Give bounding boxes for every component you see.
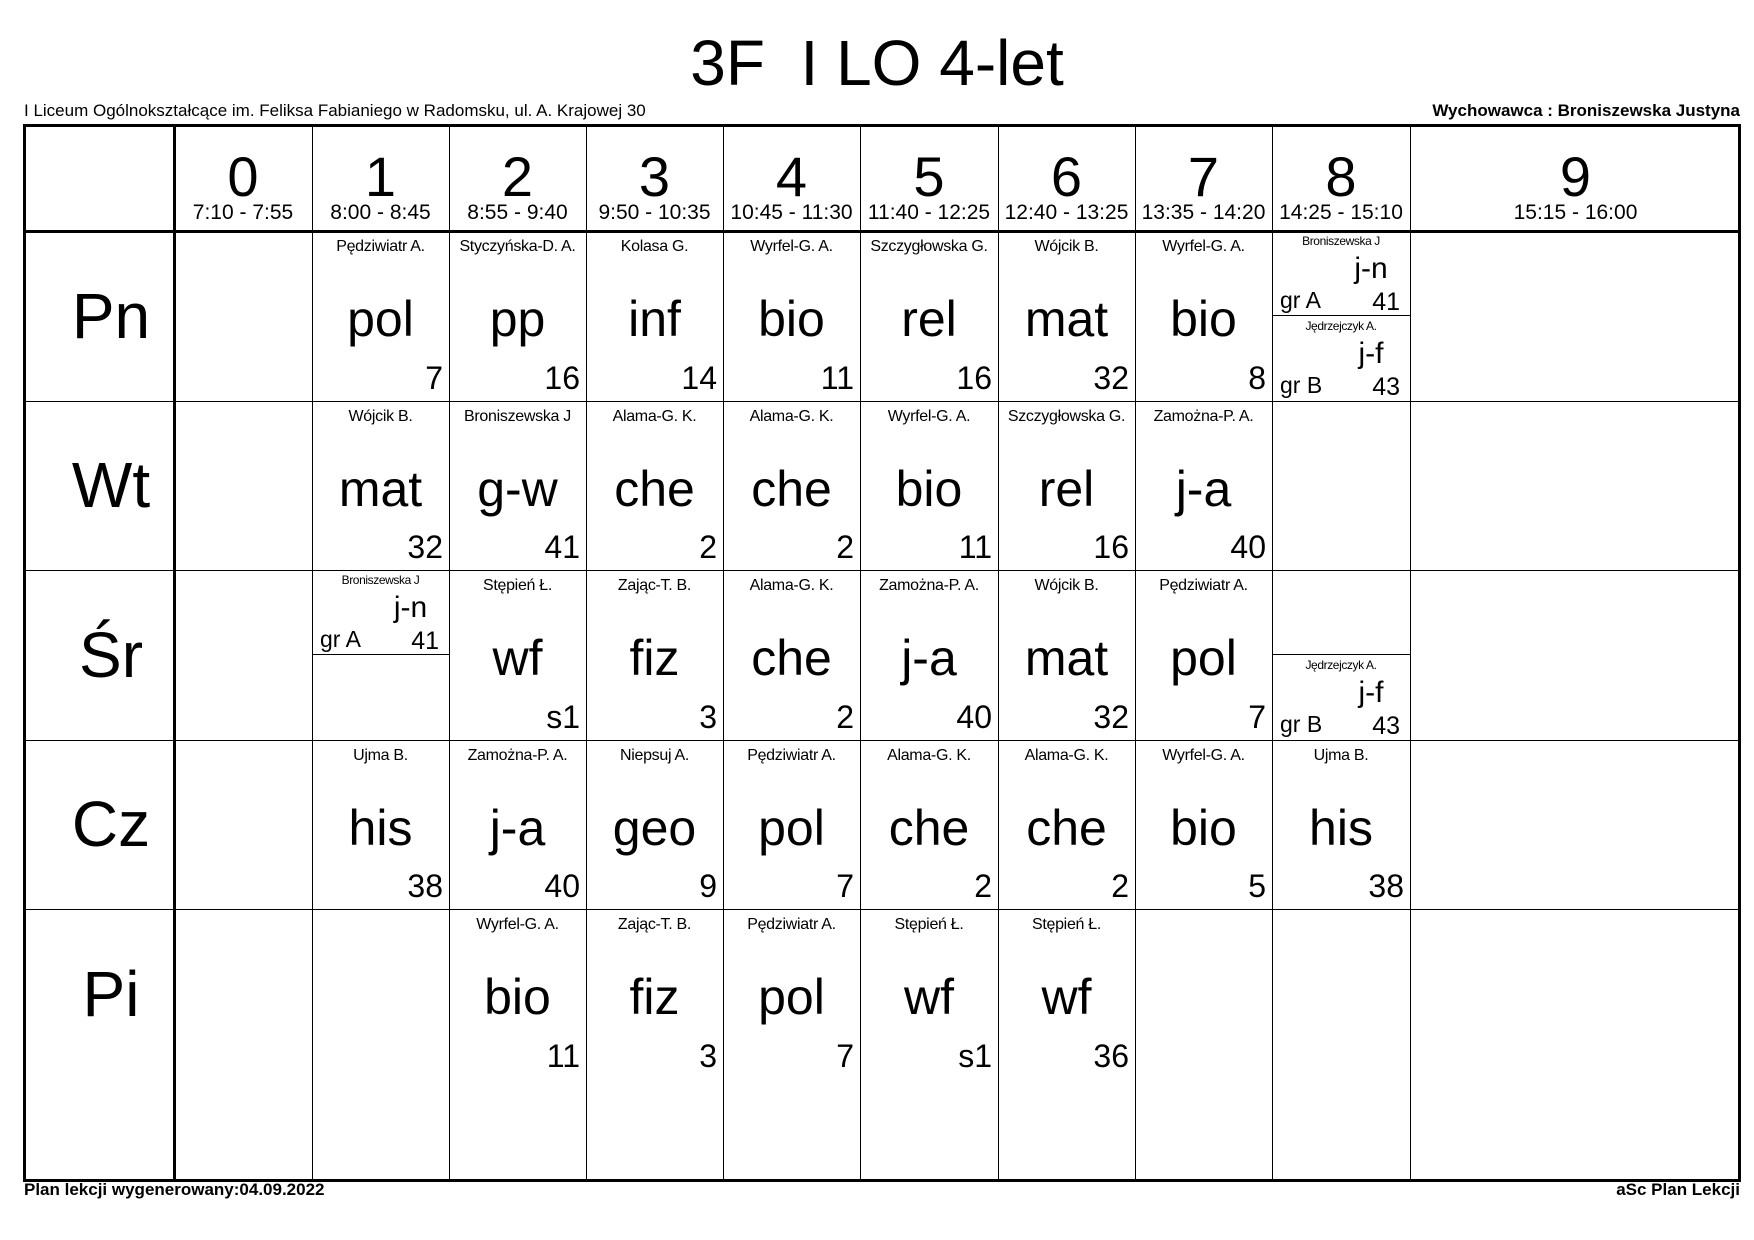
lesson-room: 14 — [681, 360, 717, 396]
group-lesson[interactable] — [1272, 655, 1410, 749]
lesson-teacher: Ujma B. — [1313, 747, 1369, 764]
day-label: Pn — [71, 280, 151, 352]
lesson-room: 11 — [546, 1038, 580, 1074]
lesson-teacher: Alama-G. K. — [887, 747, 971, 764]
lesson-subject: bio — [484, 969, 551, 1025]
lesson-room: 40 — [956, 699, 992, 735]
lesson-cell[interactable] — [449, 570, 586, 740]
lesson-subject: wf — [1041, 969, 1092, 1025]
lesson-subject: bio — [1170, 800, 1237, 856]
period-header — [312, 127, 449, 231]
lesson-room: 38 — [1368, 868, 1404, 904]
day-label: Pi — [82, 958, 140, 1030]
lesson-cell[interactable] — [723, 570, 860, 740]
period-time: 11:40 - 12:25 — [867, 201, 991, 224]
lesson-subject: che — [614, 461, 695, 517]
class-teacher: Wychowawca : Broniszewska Justyna — [1432, 101, 1740, 120]
lesson-cell[interactable] — [586, 909, 723, 1079]
lesson-room: 40 — [544, 868, 580, 904]
period-time: 13:35 - 14:20 — [1141, 201, 1266, 224]
lesson-teacher: Wyrfel-G. A. — [1162, 238, 1245, 255]
period-number: 4 — [775, 145, 808, 208]
period-header — [174, 127, 312, 231]
lesson-subject: j-a — [1175, 461, 1232, 517]
lesson-subject: fiz — [629, 630, 680, 686]
lesson-room: 11 — [820, 360, 854, 396]
lesson-cell[interactable] — [586, 401, 723, 570]
period-number: 1 — [364, 145, 397, 208]
lesson-cell[interactable] — [586, 231, 723, 401]
lesson-room: 8 — [1248, 360, 1266, 396]
lesson-room: 2 — [1111, 868, 1129, 904]
lesson-teacher: Kolasa G. — [620, 238, 689, 255]
lesson-subject: bio — [1170, 291, 1237, 347]
lesson-teacher: Ujma B. — [353, 747, 408, 764]
lesson-cell[interactable] — [1135, 740, 1272, 909]
period-number: 0 — [227, 145, 259, 208]
lesson-room: s1 — [958, 1038, 992, 1074]
lesson-subject: fiz — [629, 969, 680, 1025]
lesson-room: 7 — [836, 868, 854, 904]
lesson-teacher: Zamożna-P. A. — [1153, 408, 1254, 425]
lesson-teacher: Zamożna-P. A. — [879, 577, 979, 594]
lesson-cell[interactable] — [860, 909, 998, 1079]
lesson-subject: pol — [1170, 630, 1237, 686]
lesson-teacher: Broniszewska J — [464, 408, 571, 425]
lesson-teacher: Stępień Ł. — [482, 577, 553, 594]
lesson-room: 32 — [407, 529, 443, 565]
lesson-teacher: Wójcik B. — [348, 408, 413, 425]
group-lesson[interactable] — [1272, 316, 1410, 410]
lesson-cell[interactable] — [860, 401, 998, 570]
lesson-teacher: Alama-G. K. — [1024, 747, 1109, 764]
lesson-teacher: Wyrfel-G. A. — [476, 916, 559, 933]
lesson-teacher: Pędziwiatr A. — [1159, 577, 1248, 594]
lesson-cell[interactable] — [998, 401, 1135, 570]
lesson-room: 2 — [836, 529, 854, 565]
lesson-room: 2 — [974, 868, 992, 904]
lesson-cell[interactable] — [723, 740, 860, 909]
lesson-cell[interactable] — [586, 740, 723, 909]
lesson-subject: his — [348, 800, 413, 856]
period-number: 9 — [1559, 145, 1592, 208]
school-name: I Liceum Ogólnokształcące im. Feliksa Fabianiego w Radomsku, ul. A. Krajowej 30 — [24, 101, 646, 120]
lesson-teacher: Alama-G. K. — [612, 408, 697, 425]
period-time: 8:00 - 8:45 — [330, 201, 431, 224]
lesson-room: 38 — [407, 868, 443, 904]
lesson-room: 5 — [1248, 868, 1266, 904]
group-lesson[interactable] — [312, 570, 449, 664]
lesson-cell[interactable] — [312, 570, 449, 740]
lesson-room: 7 — [836, 1038, 854, 1074]
lesson-subject: j-n — [393, 591, 428, 624]
lesson-subject: pp — [489, 291, 546, 347]
lesson-room: 36 — [1093, 1038, 1129, 1074]
lesson-cell[interactable] — [998, 570, 1135, 740]
lesson-subject: mat — [1024, 630, 1109, 686]
lesson-subject: wf — [904, 969, 954, 1025]
period-time: 8:55 - 9:40 — [467, 201, 568, 224]
period-header — [1272, 127, 1410, 231]
period-time: 14:25 - 15:10 — [1279, 201, 1403, 224]
lesson-subject: j-a — [489, 800, 546, 856]
period-number: 7 — [1187, 145, 1220, 208]
lesson-cell[interactable] — [723, 909, 860, 1079]
lesson-group: gr B — [1280, 711, 1323, 737]
lesson-room: 41 — [411, 627, 439, 655]
lesson-cell[interactable] — [449, 401, 586, 570]
lesson-room: 7 — [1248, 699, 1266, 735]
period-header — [586, 127, 723, 231]
timetable-grid — [23, 124, 1741, 1182]
lesson-subject: j-a — [901, 630, 957, 686]
period-number: 6 — [1050, 145, 1083, 208]
lesson-subject: j-f — [1358, 676, 1384, 709]
lesson-cell[interactable] — [998, 740, 1135, 909]
lesson-teacher: Wójcik B. — [1034, 238, 1099, 255]
lesson-cell[interactable] — [1135, 401, 1272, 570]
software-name: aSc Plan Lekcji — [1616, 1180, 1740, 1199]
lesson-room: 43 — [1372, 712, 1400, 740]
lesson-subject: pol — [758, 969, 825, 1025]
period-time: 10:45 - 11:30 — [730, 201, 853, 224]
lesson-teacher: Stępień Ł. — [894, 916, 964, 933]
lesson-room: 40 — [1230, 529, 1266, 565]
lesson-room: 2 — [699, 529, 717, 565]
lesson-subject: che — [751, 630, 832, 686]
lesson-teacher: Alama-G. K. — [749, 408, 834, 425]
lesson-subject: pol — [347, 291, 414, 347]
lesson-subject: rel — [1038, 461, 1095, 517]
lesson-teacher: Pędziwiatr A. — [747, 747, 836, 764]
day-label: Śr — [79, 619, 143, 691]
lesson-room: 2 — [836, 699, 854, 735]
lesson-room: 41 — [544, 529, 580, 565]
lesson-room: 41 — [1372, 288, 1400, 316]
period-time: 7:10 - 7:55 — [192, 201, 294, 224]
lesson-teacher: Zając-T. B. — [617, 577, 692, 594]
lesson-cell[interactable] — [1272, 740, 1410, 909]
lesson-subject: bio — [758, 291, 825, 347]
period-header — [723, 127, 860, 231]
lesson-cell[interactable] — [723, 401, 860, 570]
lesson-cell[interactable] — [1272, 231, 1410, 401]
lesson-room: 11 — [958, 529, 992, 565]
lesson-subject: che — [1026, 800, 1107, 856]
lesson-teacher: Broniszewska J — [1302, 234, 1380, 248]
lesson-subject: che — [751, 461, 832, 517]
lesson-cell[interactable] — [860, 740, 998, 909]
period-time: 15:15 - 16:00 — [1513, 201, 1638, 224]
period-time: 9:50 - 10:35 — [598, 201, 711, 224]
lesson-cell[interactable] — [998, 231, 1135, 401]
lesson-teacher: Zając-T. B. — [617, 916, 692, 933]
lesson-room: 3 — [699, 699, 717, 735]
lesson-subject: mat — [1024, 291, 1109, 347]
lesson-cell[interactable] — [312, 231, 449, 401]
lesson-subject: che — [888, 800, 970, 856]
lesson-subject: mat — [338, 461, 423, 517]
lesson-group: gr A — [320, 626, 361, 652]
lesson-cell[interactable] — [449, 740, 586, 909]
lesson-room: 3 — [699, 1038, 717, 1074]
lesson-teacher: Styczyńska-D. A. — [459, 238, 576, 255]
lesson-teacher: Alama-G. K. — [749, 577, 834, 594]
lesson-room: 32 — [1093, 699, 1129, 735]
lesson-subject: pol — [758, 800, 825, 856]
period-header — [860, 127, 998, 231]
lesson-room: 32 — [1093, 360, 1129, 396]
lesson-cell[interactable] — [449, 909, 586, 1079]
lesson-room: s1 — [546, 699, 580, 735]
day-label: Wt — [71, 449, 151, 521]
lesson-subject: j-f — [1358, 337, 1384, 370]
lesson-teacher: Szczygłowska G. — [870, 238, 988, 255]
lesson-teacher: Broniszewska J — [341, 573, 420, 587]
lesson-teacher: Pędziwiatr A. — [747, 916, 836, 933]
lesson-cell[interactable] — [312, 740, 449, 909]
period-number: 5 — [913, 145, 945, 208]
period-header — [998, 127, 1135, 231]
lesson-subject: bio — [895, 461, 963, 517]
lesson-subject: rel — [901, 291, 957, 347]
period-header — [449, 127, 586, 231]
lesson-room: 16 — [544, 360, 580, 396]
lesson-cell[interactable] — [1135, 231, 1272, 401]
lesson-teacher: Niepsuj A. — [619, 747, 690, 764]
lesson-room: 16 — [1093, 529, 1129, 565]
lesson-cell[interactable] — [312, 401, 449, 570]
lesson-subject: wf — [492, 630, 543, 686]
lesson-cell[interactable] — [723, 231, 860, 401]
generated-date: Plan lekcji wygenerowany:04.09.2022 — [24, 1180, 325, 1199]
lesson-cell[interactable] — [1135, 570, 1272, 740]
lesson-room: 16 — [956, 360, 992, 396]
period-time: 12:40 - 13:25 — [1004, 201, 1129, 224]
lesson-teacher: Wójcik B. — [1034, 577, 1099, 594]
lesson-cell[interactable] — [998, 909, 1135, 1079]
page-title: 3F I LO 4-let — [690, 27, 1064, 99]
group-lesson[interactable] — [1272, 231, 1410, 325]
lesson-teacher: Wyrfel-G. A. — [887, 408, 971, 425]
period-number: 2 — [501, 145, 534, 208]
lesson-cell[interactable] — [586, 570, 723, 740]
period-number: 3 — [638, 145, 671, 208]
lesson-room: 43 — [1372, 373, 1400, 401]
period-number: 8 — [1325, 145, 1357, 208]
lesson-subject: his — [1309, 800, 1373, 856]
lesson-teacher: Wyrfel-G. A. — [750, 238, 833, 255]
lesson-room: 7 — [425, 360, 443, 396]
lesson-teacher: Jędrzejczyk A. — [1305, 319, 1377, 333]
lesson-teacher: Pędziwiatr A. — [336, 238, 425, 255]
lesson-subject: j-n — [1354, 252, 1388, 285]
lesson-cell[interactable] — [1272, 570, 1410, 740]
lesson-subject: geo — [612, 800, 697, 856]
lesson-subject: inf — [628, 291, 681, 347]
lesson-teacher: Szczygłowska G. — [1007, 408, 1126, 425]
lesson-subject: g-w — [477, 461, 558, 517]
lesson-room: 9 — [699, 868, 717, 904]
period-header — [1135, 127, 1272, 231]
lesson-cell[interactable] — [860, 570, 998, 740]
lesson-group: gr A — [1280, 287, 1321, 313]
lesson-group: gr B — [1280, 372, 1323, 398]
lesson-teacher: Stępień Ł. — [1031, 916, 1102, 933]
lesson-teacher: Jędrzejczyk A. — [1305, 658, 1377, 672]
lesson-cell[interactable] — [860, 231, 998, 401]
lesson-teacher: Zamożna-P. A. — [467, 747, 568, 764]
day-label: Cz — [71, 788, 151, 860]
period-header — [1410, 127, 1741, 231]
lesson-cell[interactable] — [449, 231, 586, 401]
lesson-teacher: Wyrfel-G. A. — [1162, 747, 1245, 764]
